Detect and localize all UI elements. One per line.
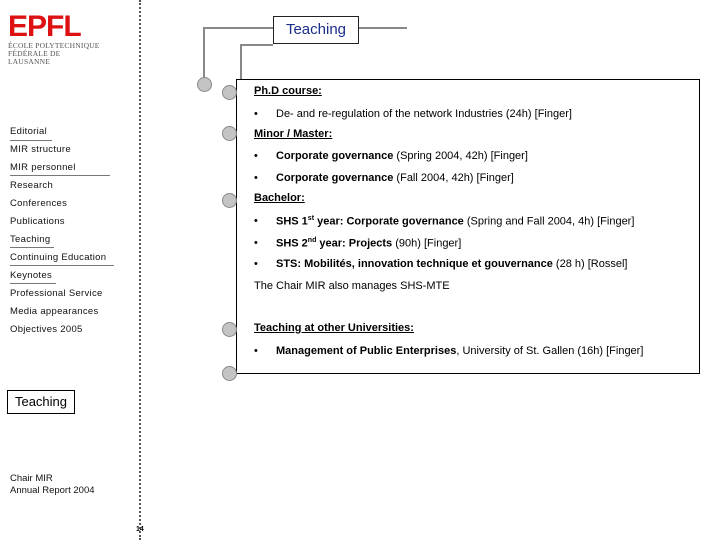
phd-heading <box>254 85 322 97</box>
minor-item-2 <box>276 172 514 184</box>
bullet-icon: • <box>254 172 258 184</box>
connector-knob <box>197 77 212 92</box>
phd-item: De- and re-regulation of the network Industries (24h) [Finger] <box>276 108 572 120</box>
sidebar-separator <box>10 265 114 266</box>
connector-line <box>240 44 242 80</box>
sidebar-separator <box>10 175 110 176</box>
bachelor-item-2-b: year: Projects <box>316 237 393 250</box>
bullet-icon: • <box>254 150 258 162</box>
other-universities-heading <box>254 322 414 334</box>
sidebar-item-keynotes[interactable]: Keynotes <box>10 270 53 281</box>
bachelor-item-3-bold: STS: Mobilités, innovation technique et gouvernance <box>276 258 553 270</box>
sidebar-item-publications[interactable]: Publications <box>10 216 65 227</box>
sidebar-item-mir-structure[interactable]: MIR structure <box>10 144 71 155</box>
connector-line <box>203 27 273 29</box>
footer-line-1: Chair MIR <box>10 473 53 484</box>
minor-heading-text: Minor / Master: <box>254 128 333 140</box>
section-knob <box>222 126 237 141</box>
bachelor-item-2-rest: (90h) [Finger] <box>392 237 462 250</box>
bullet-icon: • <box>254 215 258 227</box>
phd-heading-text: Ph.D course: <box>254 85 322 97</box>
section-knob <box>222 366 237 381</box>
sidebar-item-mir-personnel[interactable]: MIR personnel <box>10 162 76 173</box>
sidebar-item-media-appearances[interactable]: Media appearances <box>10 306 99 317</box>
bachelor-item-1 <box>276 215 634 228</box>
section-knob <box>222 193 237 208</box>
page-number: 14 <box>136 526 144 533</box>
report-footer <box>10 473 95 497</box>
bachelor-item-3 <box>276 258 627 270</box>
bachelor-item-1-b: year: Corporate governance <box>314 215 464 228</box>
logo-line-1: ÉCOLE POLYTECHNIQUE <box>8 41 100 50</box>
sidebar-item-teaching[interactable]: Teaching <box>10 234 51 245</box>
minor-item-1 <box>276 150 528 162</box>
connector-line <box>357 27 407 29</box>
bullet-icon: • <box>254 237 258 249</box>
connector-line <box>240 44 273 46</box>
other-universities-heading-text: Teaching at other Universities: <box>254 322 414 334</box>
bullet-icon: • <box>254 258 258 270</box>
bachelor-heading <box>254 192 305 204</box>
connector-line <box>203 27 205 83</box>
bachelor-item-3-rest: (28 h) [Rossel] <box>552 258 628 270</box>
bachelor-item-1-a: SHS 1 <box>276 215 308 228</box>
bachelor-item-2-a: SHS 2 <box>276 237 308 250</box>
page-title: Teaching <box>273 16 359 44</box>
sidebar-item-research[interactable]: Research <box>10 180 54 191</box>
bachelor-item-2 <box>276 237 461 250</box>
logo-mark: EPFL <box>8 10 81 43</box>
sidebar-item-continuing-education[interactable]: Continuing Education <box>10 252 107 263</box>
other-item-1 <box>276 345 643 357</box>
sidebar-separator <box>10 247 54 248</box>
shs-mte-note: The Chair MIR also manages SHS-MTE <box>254 280 450 292</box>
bullet-icon: • <box>254 108 258 120</box>
bachelor-item-2-sup: nd <box>307 237 317 244</box>
sidebar-item-objectives-2005[interactable]: Objectives 2005 <box>10 324 83 335</box>
other-item-1-bold: Management of Public Enterprises <box>276 345 457 357</box>
minor-item-2-rest: (Fall 2004, 42h) [Finger] <box>393 172 514 184</box>
section-knob <box>222 322 237 337</box>
bachelor-item-1-sup: st <box>307 215 315 222</box>
sidebar-divider <box>139 0 141 540</box>
sidebar-item-editorial[interactable]: Editorial <box>10 126 48 137</box>
sidebar-separator <box>10 283 56 284</box>
minor-item-1-rest: (Spring 2004, 42h) [Finger] <box>393 150 528 162</box>
minor-item-1-bold: Corporate governance <box>276 150 394 162</box>
minor-heading <box>254 128 332 140</box>
bullet-icon: • <box>254 345 258 357</box>
minor-item-2-bold: Corporate governance <box>276 172 394 184</box>
bachelor-item-1-rest: (Spring and Fall 2004, 4h) [Finger] <box>463 215 635 228</box>
epfl-logo <box>8 12 100 66</box>
other-item-1-rest: , University of St. Gallen (16h) [Finger] <box>456 345 644 357</box>
footer-line-2: Annual Report 2004 <box>10 485 95 496</box>
sidebar-separator <box>10 140 52 141</box>
section-knob <box>222 85 237 100</box>
bachelor-heading-text: Bachelor: <box>254 192 305 204</box>
current-section-box: Teaching <box>7 390 75 414</box>
logo-line-2: FÉDÉRALE DE LAUSANNE <box>8 49 61 66</box>
sidebar-item-professional-service[interactable]: Professional Service <box>10 288 103 299</box>
sidebar-item-conferences[interactable]: Conferences <box>10 198 68 209</box>
